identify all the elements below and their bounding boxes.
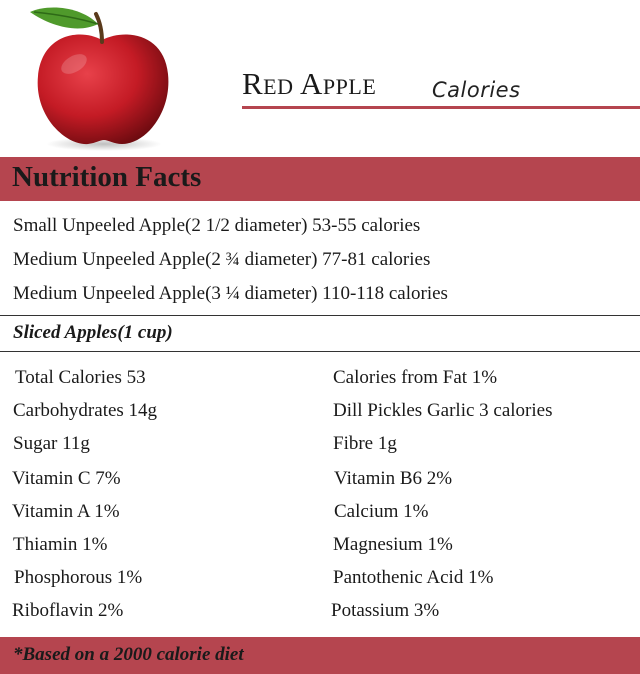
divider (0, 315, 640, 316)
banner-label: Nutrition Facts (12, 161, 202, 193)
fact-item: Sugar 11g (13, 433, 90, 454)
fact-item: Vitamin A 1% (12, 501, 120, 522)
fact-item: Carbohydrates 14g (13, 400, 158, 421)
title-main: Red Apple (242, 66, 377, 101)
red-apple-icon (22, 4, 180, 152)
fact-item: Calories from Fat 1% (333, 367, 498, 388)
fact-item: Pantothenic Acid 1% (333, 567, 494, 588)
fact-item: Phosphorous 1% (14, 567, 143, 588)
nutrition-facts-banner (0, 157, 640, 201)
page-title (242, 64, 640, 109)
fact-item: Calcium 1% (334, 501, 429, 522)
fact-item: Total Calories 53 (15, 367, 146, 388)
fact-item: Dill Pickles Garlic 3 calories (333, 400, 553, 421)
section-heading: Sliced Apples(1 cup) (13, 322, 173, 343)
fact-item: Magnesium 1% (333, 534, 453, 555)
fact-item: Potassium 3% (331, 600, 440, 621)
fact-item: Vitamin B6 2% (334, 468, 453, 489)
fact-item: Riboflavin 2% (12, 600, 124, 621)
fact-item: Vitamin C 7% (12, 468, 121, 489)
fact-item: Thiamin 1% (13, 534, 108, 555)
divider (0, 351, 640, 352)
title-subtitle: Calories (432, 78, 521, 102)
footer-note: *Based on a 2000 calorie diet (13, 644, 244, 665)
footer-note-band (0, 637, 640, 674)
fact-item: Fibre 1g (333, 433, 397, 454)
serving-line: Medium Unpeeled Apple(3 ¼ diameter) 110-118 calories (13, 283, 448, 304)
serving-line: Medium Unpeeled Apple(2 ¾ diameter) 77-81 calories (13, 249, 431, 270)
serving-line: Small Unpeeled Apple(2 1/2 diameter) 53-55 calories (13, 215, 421, 236)
